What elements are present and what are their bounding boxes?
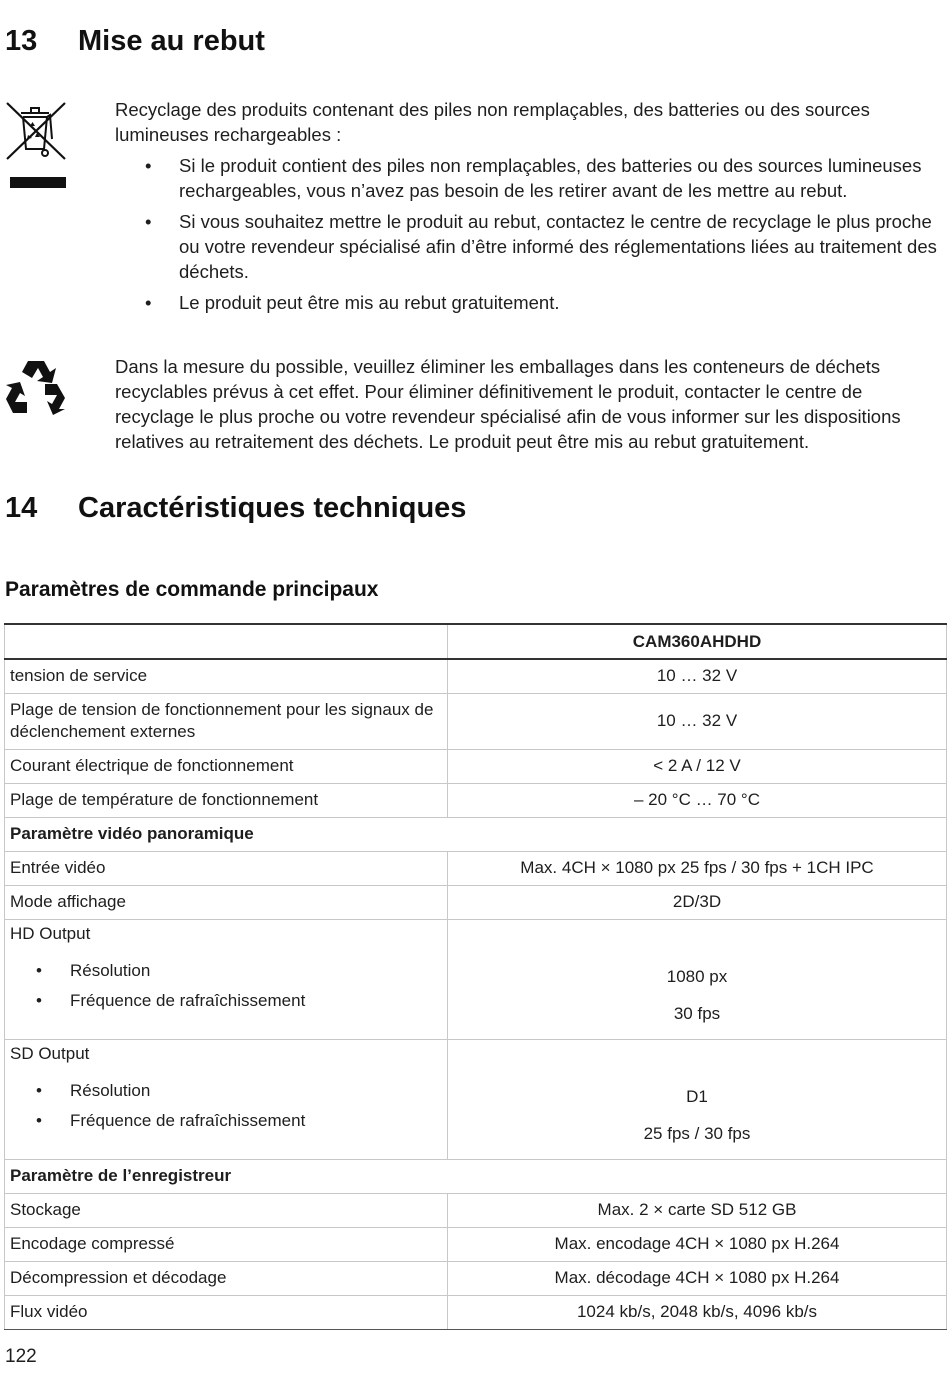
disposal-bullet-list — [115, 153, 945, 321]
specifications-table — [4, 623, 947, 1330]
row-value: Max. 4CH × 1080 px 25 fps / 30 fps + 1CH IPC — [448, 851, 947, 885]
table-header-row — [5, 624, 947, 659]
table-row — [5, 783, 947, 817]
table-row — [5, 693, 947, 749]
row-label: Plage de température de fonctionnement — [5, 783, 448, 817]
table-row — [5, 851, 947, 885]
table-group-row — [5, 817, 947, 851]
row-value: 10 … 32 V — [448, 693, 947, 749]
sub-item: • Fréquence de rafraîchissement — [10, 986, 442, 1016]
row-value: Max. décodage 4CH × 1080 px H.264 — [448, 1261, 947, 1295]
row-label: Décompression et décodage — [5, 1261, 448, 1295]
section-title: Mise au rebut — [78, 25, 265, 57]
section-title: Caractéristiques techniques — [78, 492, 467, 524]
table-row — [5, 1193, 947, 1227]
row-label: Flux vidéo — [5, 1295, 448, 1329]
table-group-row — [5, 1159, 947, 1193]
row-value: 1080 px — [666, 966, 728, 986]
row-value: D1 — [686, 1086, 708, 1106]
table-row — [5, 1261, 947, 1295]
table-row — [5, 885, 947, 919]
disposal-intro: Recyclage des produits contenant des piles non remplaçables, des batteries ou des sources lumineuses rechargeables : — [115, 99, 870, 145]
row-label: tension de service — [5, 659, 448, 693]
section-number: 13 — [5, 25, 38, 57]
row-label: Courant électrique de fonctionnement — [5, 749, 448, 783]
sub-item: • Résolution — [10, 956, 442, 986]
row-label-cell — [5, 919, 448, 1039]
row-value-cell — [448, 1039, 947, 1159]
list-item: • Si le produit contient des piles non remplaçables, des batteries ou des sources lumineuses rechargeables, vous n’avez pas besoin de les retirer avant de les mettre au rebut. — [115, 153, 945, 203]
group-label: Paramètre vidéo panoramique — [5, 817, 947, 851]
table-row — [5, 1039, 947, 1159]
table-row — [5, 1227, 947, 1261]
table-row — [5, 659, 947, 693]
row-value: Max. encodage 4CH × 1080 px H.264 — [448, 1227, 947, 1261]
row-value: 10 … 32 V — [448, 659, 947, 693]
section-13-heading — [5, 25, 265, 58]
table-row — [5, 919, 947, 1039]
crossed-out-bin-icon — [4, 99, 68, 191]
row-value-cell — [448, 919, 947, 1039]
table-row — [5, 1295, 947, 1329]
header-label-cell — [5, 624, 448, 659]
section-number: 14 — [5, 492, 38, 524]
row-value: – 20 °C … 70 °C — [448, 783, 947, 817]
row-label: Stockage — [5, 1193, 448, 1227]
list-item: • Le produit peut être mis au rebut gratuitement. — [115, 290, 945, 315]
row-value: 2D/3D — [448, 885, 947, 919]
packaging-disposal-text: Dans la mesure du possible, veuillez éliminer les emballages dans les conteneurs de déchets recyclables prévus à cet effet. Pour éliminer définitivement le produit, contacter le centre de recyclage le plus proche ou votre revendeur spécialisé afin de vous informer sur les dispositions relatives au retraitement des déchets. Le produit peut être mis au rebut gratuitement. — [115, 356, 901, 452]
recycle-icon — [4, 355, 68, 419]
row-value: 30 fps — [673, 1003, 721, 1023]
row-label: HD Output — [10, 923, 91, 943]
row-label-cell — [5, 1039, 448, 1159]
sub-item: • Fréquence de rafraîchissement — [10, 1106, 442, 1136]
section-14-heading — [5, 492, 466, 525]
row-value: Max. 2 × carte SD 512 GB — [448, 1193, 947, 1227]
row-value: 25 fps / 30 fps — [643, 1123, 751, 1143]
table-row — [5, 749, 947, 783]
row-label: Mode affichage — [5, 885, 448, 919]
row-label: Encodage compressé — [5, 1227, 448, 1261]
group-label: Paramètre de l’enregistreur — [5, 1159, 947, 1193]
list-item: • Si vous souhaitez mettre le produit au rebut, contactez le centre de recyclage le plus proche ou votre revendeur spécialisé afin d’être informé des réglementations liées au traitement des déchets. — [115, 209, 945, 284]
subsection-title: Paramètres de commande principaux — [5, 578, 379, 601]
row-value: 1024 kb/s, 2048 kb/s, 4096 kb/s — [448, 1295, 947, 1329]
row-label: Plage de tension de fonctionnement pour les signaux de déclenchement externes — [5, 693, 448, 749]
page-number: 122 — [5, 1346, 37, 1367]
row-value: < 2 A / 12 V — [448, 749, 947, 783]
row-label: Entrée vidéo — [5, 851, 448, 885]
header-model-cell: CAM360AHDHD — [448, 624, 947, 659]
row-label: SD Output — [10, 1043, 90, 1063]
sub-item: • Résolution — [10, 1076, 442, 1106]
